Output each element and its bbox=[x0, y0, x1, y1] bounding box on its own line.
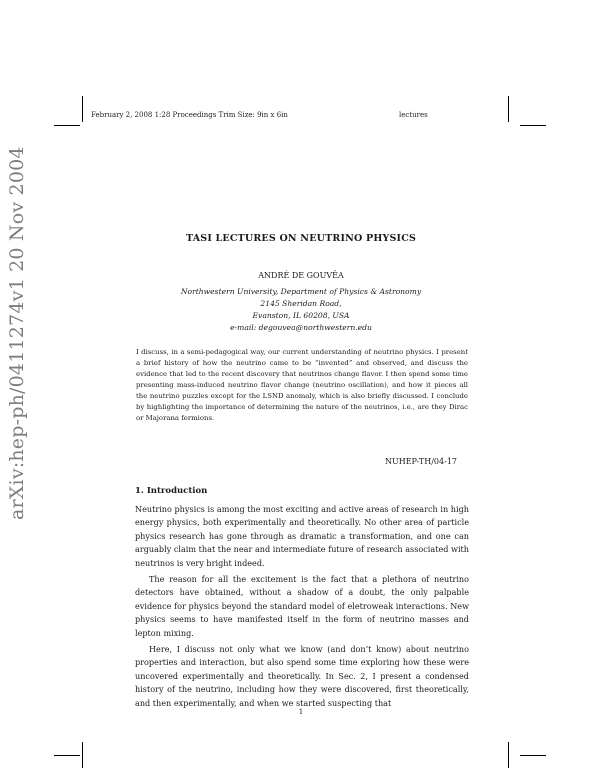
author-affiliation bbox=[91, 286, 511, 334]
abstract: I discuss, in a semi-pedagogical way, our current understanding of neutrino physics. I present a brief history of how the neutrino came to be “invented” and observed, and discuss the evidence that led to the recent discovery that neutrinos change flavor. I then spend some time presenting mass-induced neutrino flavor change (neutrino oscillation), and how it pieces all the neutrino puzzles except for the LSND anomaly, which is also briefly discussed. I conclude by highlighting the importance of determining the nature of the neutrinos, i.e., are they Dirac or Majorana fermions. bbox=[136, 348, 468, 422]
affiliation-line: 2145 Sheridan Road, bbox=[260, 299, 342, 308]
crop-mark-bottom-right-v bbox=[508, 742, 509, 768]
crop-mark-top-right-h bbox=[520, 125, 546, 126]
body-paragraph: Here, I discuss not only what we know (and don’t know) about neutrino properties and interaction, but also spend some time exploring how these were uncovered experimentally and theoretically. In Sec. 2, I present a condensed history of the neutrino, including how they were discovered, first theoretically, and then experimentally, and when we started suspecting that bbox=[135, 644, 469, 708]
affiliation-line: Evanston, IL 60208, USA bbox=[252, 311, 350, 320]
crop-mark-top-left-h bbox=[54, 125, 80, 126]
section-body bbox=[135, 503, 469, 710]
crop-mark-bottom-left-h bbox=[54, 755, 80, 756]
section-heading: 1. Introduction bbox=[135, 486, 208, 496]
running-head-right: lectures bbox=[399, 111, 428, 119]
paper-title: TASI LECTURES ON NEUTRINO PHYSICS bbox=[185, 233, 417, 244]
arxiv-side-stamp: arXiv:hep-ph/0411274v1 20 Nov 2004 bbox=[6, 146, 28, 520]
report-number: NUHEP-TH/04-17 bbox=[385, 457, 457, 466]
affiliation-line: Northwestern University, Department of Physics & Astronomy bbox=[180, 287, 422, 296]
crop-mark-bottom-left-v bbox=[82, 742, 83, 768]
page-number: 1 bbox=[298, 708, 304, 716]
crop-mark-bottom-right-h bbox=[520, 755, 546, 756]
author-email: e-mail: degouvea@northwestern.edu bbox=[230, 323, 372, 332]
running-head-left: February 2, 2008 1:28 Proceedings Trim Size: 9in x 6in bbox=[91, 111, 288, 119]
body-paragraph: The reason for all the excitement is the fact that a plethora of neutrino detectors have obtained, without a shadow of a doubt, the only palpable evidence for physics beyond the standard model of eletroweak interactions. New physics seems to have manifested itself in the form of neutrino masses and lepton mixing. bbox=[135, 574, 469, 638]
crop-mark-top-left-v bbox=[82, 96, 83, 122]
author-name: ANDRÉ DE GOUVÊA bbox=[258, 271, 344, 280]
crop-mark-top-right-v bbox=[508, 96, 509, 122]
body-paragraph: Neutrino physics is among the most exciting and active areas of research in high energy physics, both experimentally and theoretically. No other area of particle physics research has gone through as dramatic a transformation, and one can arguably claim that the near and intermediate future of research associated with neutrinos is very bright indeed. bbox=[135, 504, 469, 568]
running-head bbox=[91, 111, 481, 119]
